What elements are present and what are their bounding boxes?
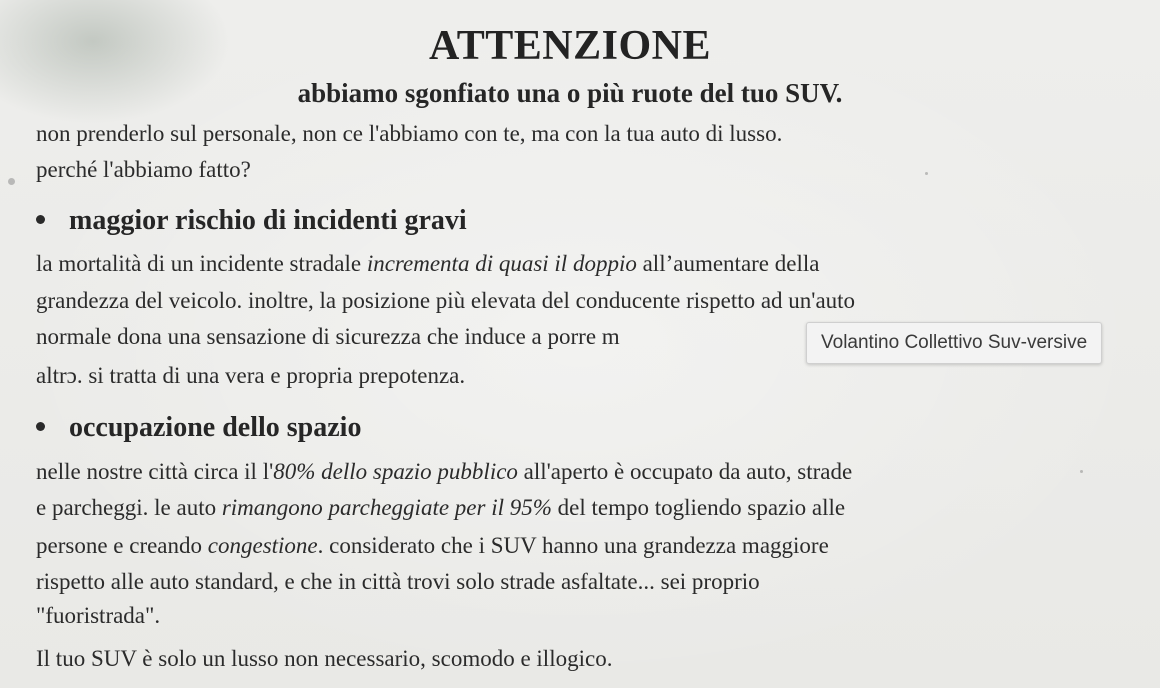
flyer-title: ATTENZIONE bbox=[429, 23, 711, 69]
bullet-icon bbox=[36, 215, 45, 224]
text-span: persone e creando bbox=[36, 533, 208, 558]
section-heading-risk bbox=[36, 205, 467, 237]
emphasis-text: incrementa di quasi il doppio bbox=[366, 251, 637, 276]
text-span: del tempo togliendo spazio alle bbox=[551, 495, 846, 520]
risk-line-1 bbox=[36, 251, 819, 277]
paper-speck bbox=[1080, 470, 1083, 473]
closing-line: Il tuo SUV è solo un lusso non necessario, scomodo e illogico. bbox=[36, 646, 613, 671]
section-heading-space bbox=[36, 412, 361, 444]
text-span: e parcheggi. le auto bbox=[36, 495, 222, 520]
risk-line-3: normale dona una sensazione di sicurezza che induce a porre m bbox=[36, 324, 620, 349]
space-line-1 bbox=[36, 459, 852, 485]
paper-speck bbox=[925, 172, 928, 175]
section-heading-space-text: occupazione dello spazio bbox=[69, 412, 362, 443]
text-span: . considerato che i SUV hanno una grandezza maggiore bbox=[317, 533, 829, 558]
emphasis-text: 80% dello spazio pubblico bbox=[273, 459, 518, 484]
space-line-4: rispetto alle auto standard, e che in città trovi solo strade asfaltate... sei proprio bbox=[36, 569, 760, 594]
intro-line-1: non prenderlo sul personale, non ce l'abbiamo con te, ma con la tua auto di lusso. bbox=[36, 121, 783, 146]
space-line-2 bbox=[36, 495, 845, 521]
risk-line-2: grandezza del veicolo. inoltre, la posizione più elevata del conducente rispetto ad un'auto bbox=[36, 288, 856, 313]
emphasis-text: rimangono parcheggiate per il 95% bbox=[221, 495, 552, 520]
emphasis-text: congestione bbox=[207, 533, 318, 558]
text-span: la mortalità di un incidente stradale bbox=[36, 251, 367, 276]
bullet-icon bbox=[36, 422, 45, 431]
space-line-5: "fuoristrada". bbox=[36, 603, 161, 628]
space-line-3 bbox=[36, 533, 829, 559]
text-span: nelle nostre città circa il l' bbox=[36, 459, 274, 484]
paper-speck bbox=[8, 178, 15, 185]
flyer-subtitle: abbiamo sgonfiato una o più ruote del tuo SUV. bbox=[297, 78, 843, 108]
intro-line-2: perché l'abbiamo fatto? bbox=[36, 157, 251, 182]
section-heading-risk-text: maggior rischio di incidenti gravi bbox=[69, 205, 467, 236]
text-span: all'aperto è occupato da auto, strade bbox=[517, 459, 853, 484]
image-tooltip: Volantino Collettivo Suv-versive bbox=[806, 322, 1102, 364]
text-span: all’aumentare della bbox=[636, 251, 820, 276]
risk-line-4: altrɔ. si tratta di una vera e propria prepotenza. bbox=[36, 363, 466, 388]
